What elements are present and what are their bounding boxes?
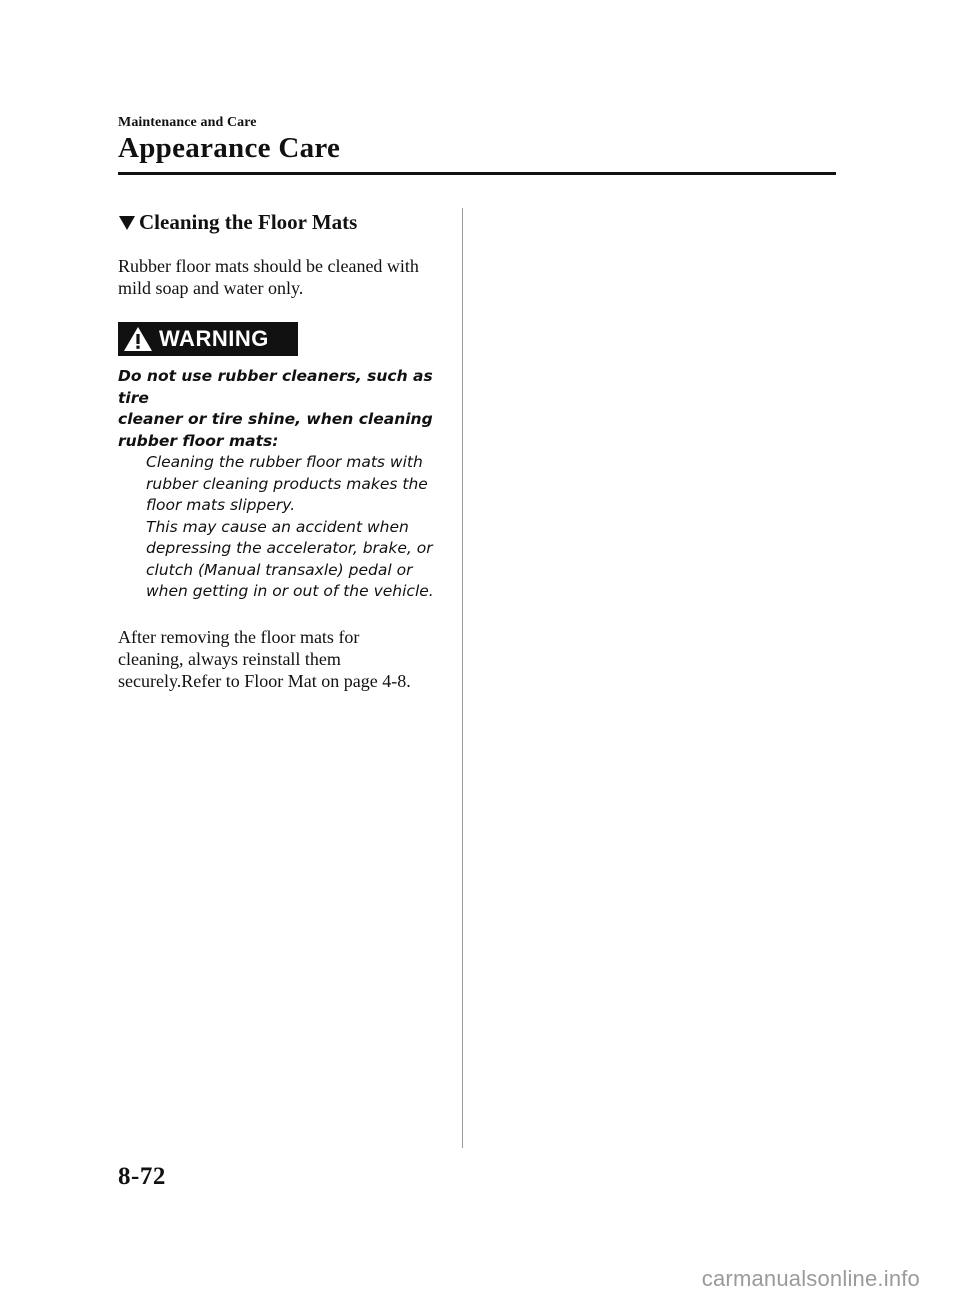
warning-detail-line: floor mats slippery. — [146, 496, 296, 514]
intro-line-2: mild soap and water only. — [118, 278, 304, 298]
page-number: 8-72 — [118, 1163, 166, 1190]
triangle-down-icon — [119, 216, 135, 230]
warning-triangle-icon — [123, 326, 153, 352]
warning-detail-line: Cleaning the rubber floor mats with — [146, 453, 423, 471]
warning-bold-line: Do not use rubber cleaners, such as tire — [118, 367, 433, 407]
intro-line-1: Rubber floor mats should be cleaned with — [118, 256, 419, 276]
warning-bold-line: rubber floor mats: — [118, 431, 279, 450]
section-label: Maintenance and Care — [118, 115, 257, 130]
warning-bold-text — [118, 366, 448, 452]
warning-detail-line: rubber cleaning products makes the — [146, 474, 428, 493]
warning-detail-line: when getting in or out of the vehicle. — [146, 582, 434, 600]
watermark: carmanualsonline.info — [701, 1266, 920, 1291]
warning-label: WARNING — [159, 326, 269, 351]
warning-detail-line: depressing the accelerator, brake, or — [146, 539, 433, 557]
subheading-text: Cleaning the Floor Mats — [139, 210, 358, 234]
after-line: securely.Refer to Floor Mat on page 4-8. — [118, 670, 411, 691]
chapter-title: Appearance Care — [118, 132, 341, 164]
subheading — [118, 210, 448, 235]
warning-detail-text — [146, 452, 448, 603]
after-paragraph — [118, 626, 448, 692]
warning-detail-line: This may cause an accident when — [146, 517, 409, 536]
after-line: After removing the floor mats for — [118, 626, 360, 647]
intro-paragraph — [118, 255, 448, 299]
warning-bold-line: cleaner or tire shine, when cleaning — [118, 410, 433, 428]
left-column — [118, 210, 448, 692]
warning-detail-line: clutch (Manual transaxle) pedal or — [146, 560, 413, 579]
column-divider — [462, 208, 463, 1148]
warning-badge — [118, 322, 298, 356]
after-line: cleaning, always reinstall them — [118, 648, 341, 669]
title-rule — [118, 172, 836, 175]
